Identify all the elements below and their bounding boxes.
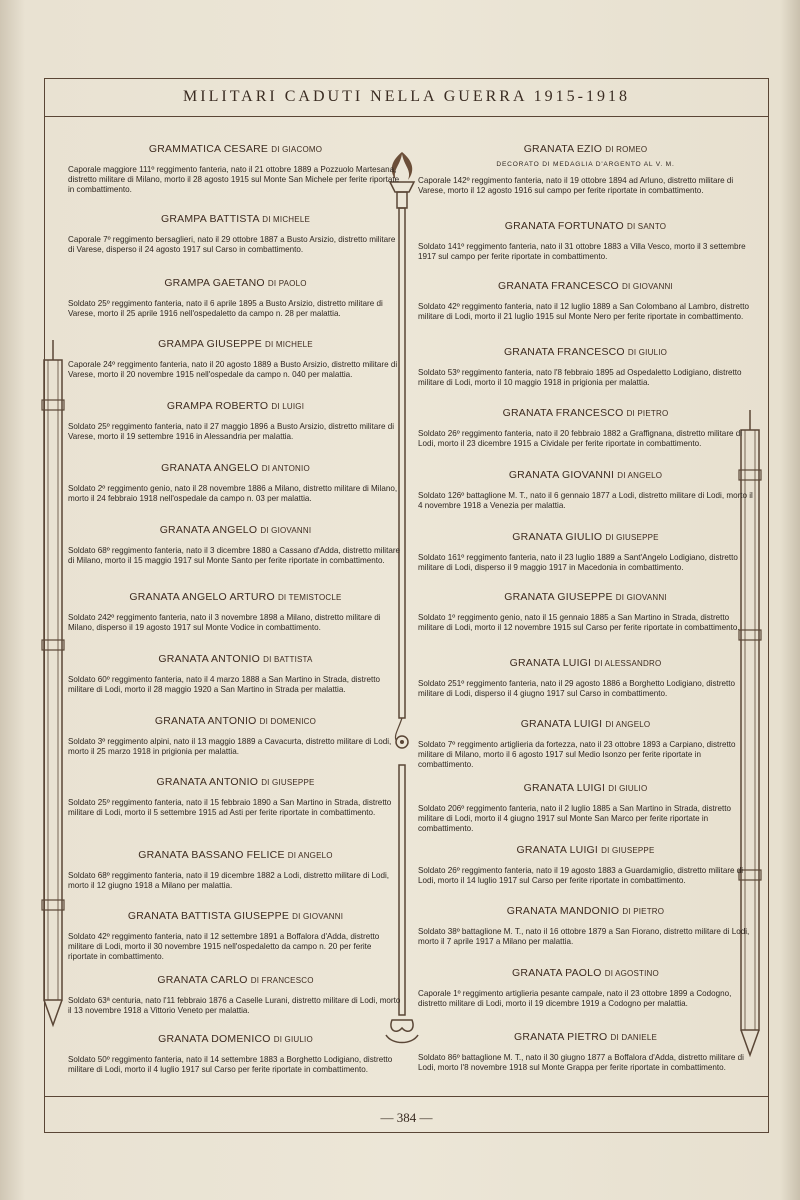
entry-name: GRANATA FRANCESCO: [503, 346, 625, 358]
entry-parent: DI DANIELE: [610, 1033, 658, 1042]
entry-right-2: [418, 280, 753, 322]
entry-description: Soldato 25º reggimento fanteria, nato il 27 maggio 1896 a Busto Arsizio, distretto militare di Varese, morto il 19 settembre 1916 in Alessandria per malattia.: [68, 422, 394, 441]
entry-parent: DI ALESSANDRO: [594, 659, 662, 668]
entry-parent: DI TEMISTOCLE: [277, 593, 342, 602]
entry-parent: DI GIULIO: [608, 784, 648, 793]
entry-name: GRANATA PIETRO: [513, 1031, 608, 1043]
entry-parent: DI LUIGI: [271, 402, 305, 411]
entry-parent: DI GIOVANNI: [622, 282, 673, 291]
entry-parent: DI PIETRO: [622, 907, 665, 916]
entry-right-0: [418, 143, 753, 196]
entry-left-4: [68, 400, 403, 442]
entry-name: GRAMPA BATTISTA: [160, 213, 260, 225]
entry-left-5: [68, 462, 403, 504]
entry-left-12: [68, 910, 403, 962]
entry-name: GRANATA BATTISTA GIUSEPPE: [127, 910, 290, 922]
entry-name: GRANATA EZIO: [523, 143, 603, 155]
entry-parent: DI ANTONIO: [261, 464, 310, 473]
entry-parent: DI SANTO: [626, 222, 667, 231]
entry-left-7: [68, 591, 403, 633]
entry-left-6: [68, 524, 403, 566]
entry-description: Soldato 7º reggimento artiglieria da fortezza, nato il 23 ottobre 1893 a Carpiano, distretto militare di Milano, morto il 6 agosto 1917 sul Medio Isonzo per ferite riportate in combattimento.: [418, 740, 736, 769]
entry-name: GRANATA GIULIO: [512, 531, 603, 543]
entry-name: GRANATA LUIGI: [520, 718, 603, 730]
entry-parent: DI GIUSEPPE: [261, 778, 315, 787]
entry-description: Soldato 42º reggimento fanteria, nato il 12 luglio 1889 a San Colombano al Lambro, distretto militare di Lodi, morto il 21 luglio 1915 sul Monte Nero per ferite riportate in combattimento.: [418, 302, 749, 321]
entry-parent: DI GIACOMO: [271, 145, 323, 154]
entry-parent: DI PAOLO: [267, 279, 307, 288]
entry-description: Soldato 42º reggimento fanteria, nato il 12 settembre 1891 a Boffalora d'Adda, distretto militare di Lodi, morto il 30 novembre 1915 nell'ospedaletto da campo n. 20 per ferite riportate in combattimento.: [68, 932, 380, 961]
entry-name: GRANATA CARLO: [157, 974, 248, 986]
entry-parent: DI GIULIO: [273, 1035, 313, 1044]
entry-right-10: [418, 782, 753, 834]
entry-name: GRAMPA GAETANO: [164, 277, 265, 289]
entry-name: GRANATA ANGELO ARTURO: [129, 591, 275, 603]
entry-description: Soldato 53º reggimento fanteria, nato l'8 febbraio 1895 ad Ospedaletto Lodigiano, distretto militare di Lodi, morto il 10 maggio 1918 in prigionia per malattia.: [418, 368, 742, 387]
entry-name: GRANATA ANTONIO: [158, 653, 260, 665]
entry-name: GRANATA BASSANO FELICE: [138, 849, 285, 861]
footer-rule: [44, 1096, 769, 1097]
entry-name: GRANATA GIOVANNI: [508, 469, 615, 481]
entry-right-7: [418, 591, 753, 633]
entry-right-5: [418, 469, 753, 511]
entry-right-8: [418, 657, 753, 699]
entry-description: Soldato 25º reggimento fanteria, nato il 6 aprile 1895 a Busto Arsizio, distretto militare di Varese, morto il 25 aprile 1916 nell'ospedaletto da campo n. 28 per malattia.: [68, 299, 383, 318]
entry-name: GRANATA PAOLO: [512, 967, 602, 979]
entry-left-2: [68, 277, 403, 319]
entry-description: Soldato 25º reggimento fanteria, nato il 15 febbraio 1890 a San Martino in Strada, distretto militare di Lodi, morto il 5 settembre 1915 ad Asti per ferite riportate in combattimento.: [68, 798, 392, 817]
entry-parent: DI GIOVANNI: [615, 593, 667, 602]
entry-name: GRANATA ANGELO: [159, 524, 258, 536]
entry-description: Soldato 68º reggimento fanteria, nato il 3 dicembre 1880 a Cassano d'Adda, distretto militare di Milano, morto il 15 maggio 1917 sul Monte Santo per ferite riportate in combattimento.: [68, 546, 401, 565]
entry-name: GRANATA GIUSEPPE: [504, 591, 613, 603]
entry-description: Soldato 26º reggimento fanteria, nato il 19 agosto 1883 a Guardamiglio, distretto militare di Lodi, morto il 14 luglio 1917 sul Carso per ferite riportate in combattimento.: [418, 866, 744, 885]
entry-left-11: [68, 849, 403, 891]
entry-description: Soldato 50º reggimento fanteria, nato il 14 settembre 1883 a Borghetto Lodigiano, distretto militare di Lodi, morto il 4 luglio 1917 sul Carso per ferite riportate in combattimento.: [68, 1055, 393, 1074]
entry-parent: DI ANGELO: [605, 720, 651, 729]
entry-name: GRAMPA ROBERTO: [166, 400, 269, 412]
entry-right-14: [418, 1031, 753, 1073]
entry-name: GRAMPA GIUSEPPE: [158, 338, 262, 350]
entry-left-8: [68, 653, 403, 695]
entry-description: Soldato 63ª centuria, nato l'11 febbraio 1876 a Caselle Lurani, distretto militare di Lodi, morto il 13 novembre 1918 a Vittorio Veneto per malattia.: [68, 996, 401, 1015]
entry-left-0: [68, 143, 403, 195]
entry-description: Soldato 68º reggimento fanteria, nato il 19 dicembre 1882 a Lodi, distretto militare di Lodi, morto il 12 giugno 1918 a Milano per malattia.: [68, 871, 390, 890]
entry-description: Soldato 60º reggimento fanteria, nato il 4 marzo 1888 a San Martino in Strada, distretto militare di Lodi, morto il 28 maggio 1920 a San Martino in Strada per malattia.: [68, 675, 381, 694]
entry-name: GRANATA LUIGI: [509, 657, 592, 669]
entry-description: Soldato 126º battaglione M. T., nato il 6 gennaio 1877 a Lodi, distretto militare di Lodi, morto il 4 novembre 1918 a Venezia per malattia.: [418, 491, 753, 510]
entry-parent: DI ANGELO: [617, 471, 663, 480]
entry-name: GRANATA FRANCESCO: [502, 407, 624, 419]
entry-description: Soldato 161º reggimento fanteria, nato il 23 luglio 1889 a Sant'Angelo Lodigiano, distretto militare di Lodi, disperso il 9 maggio 1917 in Macedonia in combattimento.: [418, 553, 738, 572]
entry-name: GRAMMATICA CESARE: [148, 143, 269, 155]
page-number: — 384 —: [380, 1110, 433, 1125]
entry-parent: DI DOMENICO: [259, 717, 317, 726]
entry-description: Soldato 38º battaglione M. T., nato il 16 ottobre 1879 a San Fiorano, distretto militare di Lodi, morto il 7 aprile 1917 a Milano per malattia.: [418, 927, 750, 946]
entry-left-1: [68, 213, 403, 255]
entry-right-4: [418, 407, 753, 449]
entry-parent: DI GIULIO: [627, 348, 668, 357]
entry-description: Soldato 26º reggimento fanteria, nato il 20 febbraio 1882 a Graffignana, distretto militare di Lodi, morto il 23 dicembre 1915 a Cividale per ferite riportate in combattimento.: [418, 429, 743, 448]
entry-parent: DI PIETRO: [626, 409, 669, 418]
entry-left-14: [68, 1033, 403, 1075]
entry-description: Caporale 7º reggimento bersaglieri, nato il 29 ottobre 1887 a Busto Arsizio, distretto militare di Varese, disperso il 24 agosto 1917 sul Carso in combattimento.: [68, 235, 396, 254]
entry-parent: DI AGOSTINO: [604, 969, 659, 978]
entry-parent: DI GIUSEPPE: [605, 533, 659, 542]
entry-name: GRANATA FORTUNATO: [504, 220, 624, 232]
entry-parent: DI ANGELO: [287, 851, 333, 860]
entry-name: GRANATA MANDONIO: [506, 905, 620, 917]
entry-parent: DI MICHELE: [262, 215, 311, 224]
entry-right-9: [418, 718, 753, 770]
left-fasces-ornament-icon: [38, 340, 68, 1030]
entry-medal: DECORATO DI MEDAGLIA D'ARGENTO AL V. M.: [496, 161, 675, 168]
entry-description: Soldato 2º reggimento genio, nato il 28 novembre 1886 a Milano, distretto militare di Milano, morto il 24 febbraio 1918 nell'ospedale da campo n. 03 per malattia.: [68, 484, 398, 503]
entry-description: Soldato 1º reggimento genio, nato il 15 gennaio 1885 a San Martino in Strada, distretto militare di Lodi, morto il 12 novembre 1915 sul Carso per ferite riportate in combattimento.: [418, 613, 740, 632]
entry-description: Caporale 142º reggimento fanteria, nato il 19 ottobre 1894 ad Arluno, distretto militare di Varese, morto il 12 agosto 1916 sul campo per ferite riportate in combattimento.: [418, 176, 734, 195]
page-title: MILITARI CADUTI NELLA GUERRA 1915-1918: [183, 88, 630, 105]
entry-description: Soldato 251º reggimento fanteria, nato il 29 agosto 1886 a Borghetto Lodigiano, distretto militare di Lodi, disperso il 4 giugno 1917 sul Carso in combattimento.: [418, 679, 736, 698]
entry-name: GRANATA ANGELO: [161, 462, 259, 474]
entry-description: Soldato 3º reggimento alpini, nato il 13 maggio 1889 a Cavacurta, distretto militare di Lodi, morto il 25 marzo 1918 in prigionia per malattia.: [68, 737, 392, 756]
entry-name: GRANATA LUIGI: [516, 844, 599, 856]
entry-description: Soldato 242º reggimento fanteria, nato il 3 novembre 1898 a Milano, distretto militare di Milano, disperso il 19 agosto 1917 sul Monte Vodice in combattimento.: [68, 613, 381, 632]
entry-right-3: [418, 346, 753, 388]
entry-right-12: [418, 905, 753, 947]
entry-name: GRANATA DOMENICO: [158, 1033, 271, 1045]
entry-left-9: [68, 715, 403, 757]
entry-description: Soldato 141º reggimento fanteria, nato il 31 ottobre 1883 a Villa Vesco, morto il 3 settembre 1917 sul campo per ferite riportate in combattimento.: [418, 242, 746, 261]
entry-right-13: [418, 967, 753, 1009]
entry-right-1: [418, 220, 753, 262]
entry-left-13: [68, 974, 403, 1016]
entry-description: Caporale 1º reggimento artiglieria pesante campale, nato il 23 ottobre 1899 a Codogno, distretto militare di Lodi, morto il 19 dicembre 1919 a Codogno per malattia.: [418, 989, 732, 1008]
entry-description: Caporale 24º reggimento fanteria, nato il 20 agosto 1889 a Busto Arsizio, distretto militare di Varese, morto il 20 novembre 1915 nell'ospedale da campo n. 040 per malattia.: [68, 360, 398, 379]
entry-name: GRANATA ANTONIO: [156, 776, 259, 788]
entry-parent: DI FRANCESCO: [250, 976, 314, 985]
entry-right-11: [418, 844, 753, 886]
header-rule: [44, 116, 769, 117]
entry-right-6: [418, 531, 753, 573]
entry-name: GRANATA FRANCESCO: [498, 280, 619, 292]
entry-left-3: [68, 338, 403, 380]
entry-parent: DI ROMEO: [605, 145, 648, 154]
entry-parent: DI MICHELE: [265, 340, 313, 349]
entry-parent: DI GIOVANNI: [260, 526, 312, 535]
entry-parent: DI BATTISTA: [263, 655, 313, 664]
entry-name: GRANATA ANTONIO: [154, 715, 257, 727]
entry-name: GRANATA LUIGI: [523, 782, 606, 794]
entry-parent: DI GIOVANNI: [292, 912, 344, 921]
entry-description: Caporale maggiore 111º reggimento fanteria, nato il 21 ottobre 1889 a Pozzuolo Martesana, distretto militare di Milano, morto il 28 agosto 1915 sul Monte San Michele per ferite riportate in combattimento.: [68, 165, 400, 194]
entry-parent: DI GIUSEPPE: [601, 846, 655, 855]
entry-left-10: [68, 776, 403, 818]
entry-description: Soldato 206º reggimento fanteria, nato il 2 luglio 1885 a San Martino in Strada, distretto militare di Lodi, morto il 4 giugno 1917 sul Monte San Marco per ferite riportate in combattimento.: [418, 804, 731, 833]
entry-description: Soldato 86º battaglione M. T., nato il 30 giugno 1877 a Boffalora d'Adda, distretto militare di Lodi, morto l'8 novembre 1918 sul Monte Grappa per ferite riportate in combattimento.: [418, 1053, 744, 1072]
